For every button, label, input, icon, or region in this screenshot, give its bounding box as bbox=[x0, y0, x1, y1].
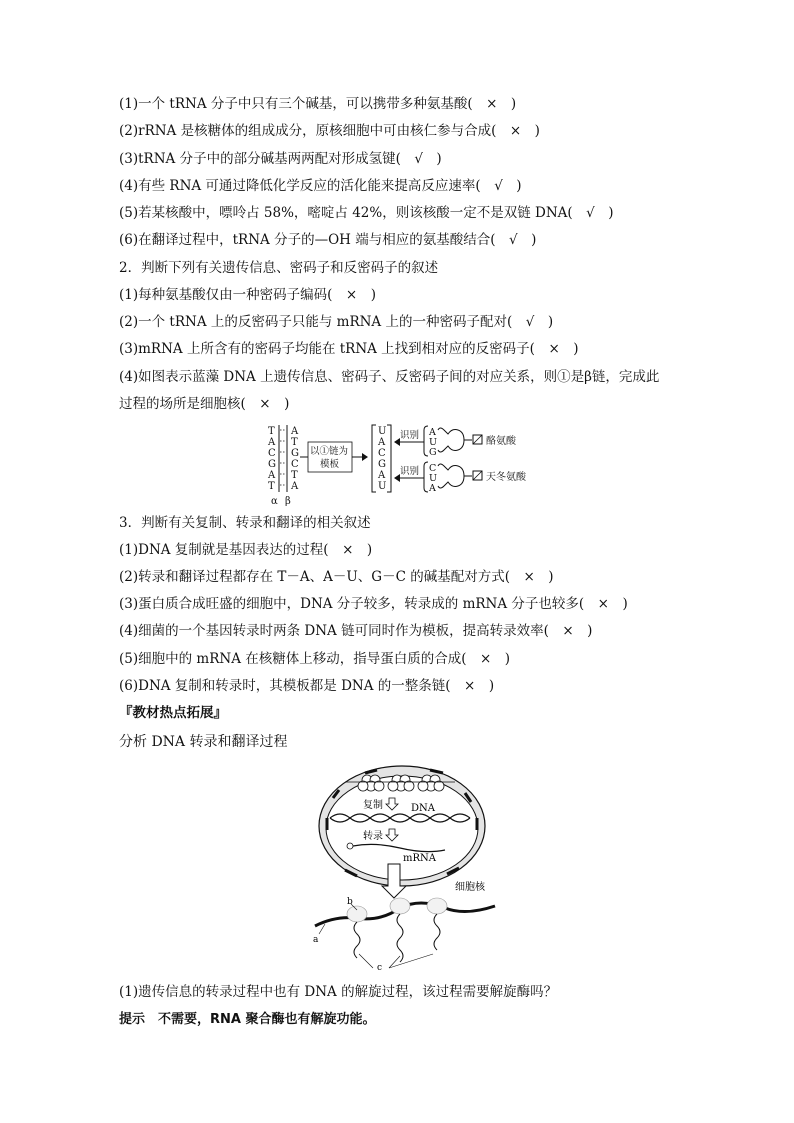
s3-item-6: (6)DNA 复制和转录时，其模板都是 DNA 的一整条链( × ) bbox=[119, 678, 495, 694]
extension-subtitle: 分析 DNA 转录和翻译过程 bbox=[119, 734, 288, 750]
mrna-base-5: A bbox=[378, 470, 386, 481]
recognize-label-2: 识别 bbox=[400, 466, 420, 477]
label-c: c bbox=[377, 963, 383, 973]
recognize-label-1: 识别 bbox=[400, 430, 420, 441]
anticodon-1-base-2: U bbox=[429, 437, 438, 448]
replication-label: 复制 bbox=[363, 800, 383, 811]
alpha-base-5: A bbox=[268, 470, 276, 481]
s2-item-2: (2)一个 tRNA 上的反密码子只能与 mRNA 上的一种密码子配对( √ ) bbox=[119, 314, 554, 330]
beta-base-5: T bbox=[291, 470, 298, 481]
s3-item-3: (3)蛋白质合成旺盛的细胞中，DNA 分子较多，转录成的 mRNA 分子也较多( × ) bbox=[119, 596, 628, 612]
beta-base-3: G bbox=[291, 448, 299, 459]
beta-strand-letters bbox=[290, 426, 299, 492]
s3-heading: 3．判断有关复制、转录和翻译的相关叙述 bbox=[119, 515, 371, 531]
beta-base-1: A bbox=[291, 426, 299, 437]
beta-base-4: C bbox=[291, 459, 299, 470]
alpha-base-1: T bbox=[268, 426, 275, 437]
label-b: b bbox=[347, 897, 353, 907]
s1-item-6: (6)在翻译过程中，tRNA 分子的—OH 端与相应的氨基酸结合( √ ) bbox=[119, 232, 537, 248]
amino-acid-2: 天冬氨酸 bbox=[486, 472, 526, 483]
alpha-base-6: T bbox=[268, 481, 275, 492]
alpha-base-4: G bbox=[268, 459, 276, 470]
arrow-right-icon bbox=[362, 453, 368, 461]
label-a: a bbox=[313, 935, 319, 945]
mrna-label: mRNA bbox=[403, 853, 436, 864]
trna-2-shape bbox=[438, 464, 464, 488]
anticodon-2-base-3: A bbox=[429, 483, 436, 494]
s2-item-1: (1)每种氨基酸仅由一种密码子编码( × ) bbox=[119, 287, 376, 303]
polypeptide-chains bbox=[354, 914, 440, 962]
question-1: (1)遗传信息的转录过程中也有 DNA 的解旋过程，该过程需要解旋酶吗？ bbox=[119, 984, 558, 1000]
extension-title: 『教材热点拓展』 bbox=[119, 705, 227, 721]
chromatin-cluster bbox=[358, 775, 444, 791]
codon-figure bbox=[260, 422, 550, 508]
s3-item-5: (5)细胞中的 mRNA 在核糖体上移动，指导蛋白质的合成( × ) bbox=[119, 651, 511, 667]
beta-label: β bbox=[285, 496, 291, 507]
dna-label: DNA bbox=[411, 803, 435, 814]
transcription-label: 转录 bbox=[363, 831, 383, 842]
mrna-base-3: C bbox=[378, 448, 386, 459]
anticodon-1-base-3: G bbox=[429, 447, 437, 458]
s1-item-4: (4)有些 RNA 可通过降低化学反应的活化能来提高反应速率( √ ) bbox=[119, 178, 522, 194]
arrow-label-1: 以①链为 bbox=[310, 446, 349, 457]
s2-item-4b: 过程的场所是细胞核( × ) bbox=[119, 396, 290, 412]
mrna-base-2: A bbox=[378, 437, 386, 448]
s3-item-2: (2)转录和翻译过程都存在 T－A、A－U、G－C 的碱基配对方式( × ) bbox=[119, 569, 554, 585]
alpha-base-3: C bbox=[268, 448, 276, 459]
anticodon-1-base-1: A bbox=[429, 427, 436, 438]
beta-base-2: T bbox=[291, 437, 298, 448]
s3-item-4: (4)细菌的一个基因转录时两条 DNA 链可同时作为模板，提高转录效率( × ) bbox=[119, 623, 593, 639]
s1-item-5: (5)若某核酸中，嘌呤占 58%，嘧啶占 42%，则该核酸一定不是双链 DNA( √ ) bbox=[119, 205, 614, 221]
transcription-figure bbox=[305, 758, 505, 973]
amino-acid-1: 酪氨酸 bbox=[486, 436, 516, 447]
nucleus-label: 细胞核 bbox=[455, 882, 485, 893]
s2-item-3: (3)mRNA 上所含有的密码子均能在 tRNA 上找到相对应的反密码子( × ) bbox=[119, 341, 579, 357]
alpha-label: α bbox=[271, 496, 278, 507]
s3-item-1: (1)DNA 复制就是基因表达的过程( × ) bbox=[119, 542, 373, 558]
s2-item-4a: (4)如图表示蓝藻 DNA 上遗传信息、密码子、反密码子间的对应关系，则①是β链，完成此 bbox=[119, 369, 660, 385]
s1-item-2: (2)rRNA 是核糖体的组成成分，原核细胞中可由核仁参与合成( × ) bbox=[119, 123, 540, 139]
s2-heading: 2．判断下列有关遗传信息、密码子和反密码子的叙述 bbox=[119, 260, 439, 276]
alpha-base-2: A bbox=[268, 437, 276, 448]
mrna-base-1: U bbox=[378, 426, 387, 437]
anticodon-2-base-1: C bbox=[429, 463, 437, 474]
mrna-base-6: U bbox=[378, 481, 387, 492]
s1-item-3: (3)tRNA 分子中的部分碱基两两配对形成氢键( √ ) bbox=[119, 151, 442, 167]
nucleus-membrane-inner bbox=[326, 776, 478, 880]
hint-text: 提示 不需要，RNA 聚合酶也有解旋功能。 bbox=[119, 1012, 376, 1027]
s1-item-1: (1)一个 tRNA 分子中只有三个碱基，可以携带多种氨基酸( × ) bbox=[119, 96, 517, 112]
arrow-label-2: 模板 bbox=[320, 459, 340, 470]
anticodon-1-letters bbox=[428, 427, 437, 458]
alpha-strand-letters bbox=[267, 426, 276, 492]
mrna-base-4: G bbox=[378, 459, 386, 470]
beta-base-6: A bbox=[291, 481, 299, 492]
mrna-letters bbox=[377, 426, 386, 492]
anticodon-2-letters bbox=[428, 463, 437, 494]
anticodon-2-base-2: U bbox=[429, 473, 438, 484]
trna-1-shape bbox=[438, 428, 464, 452]
